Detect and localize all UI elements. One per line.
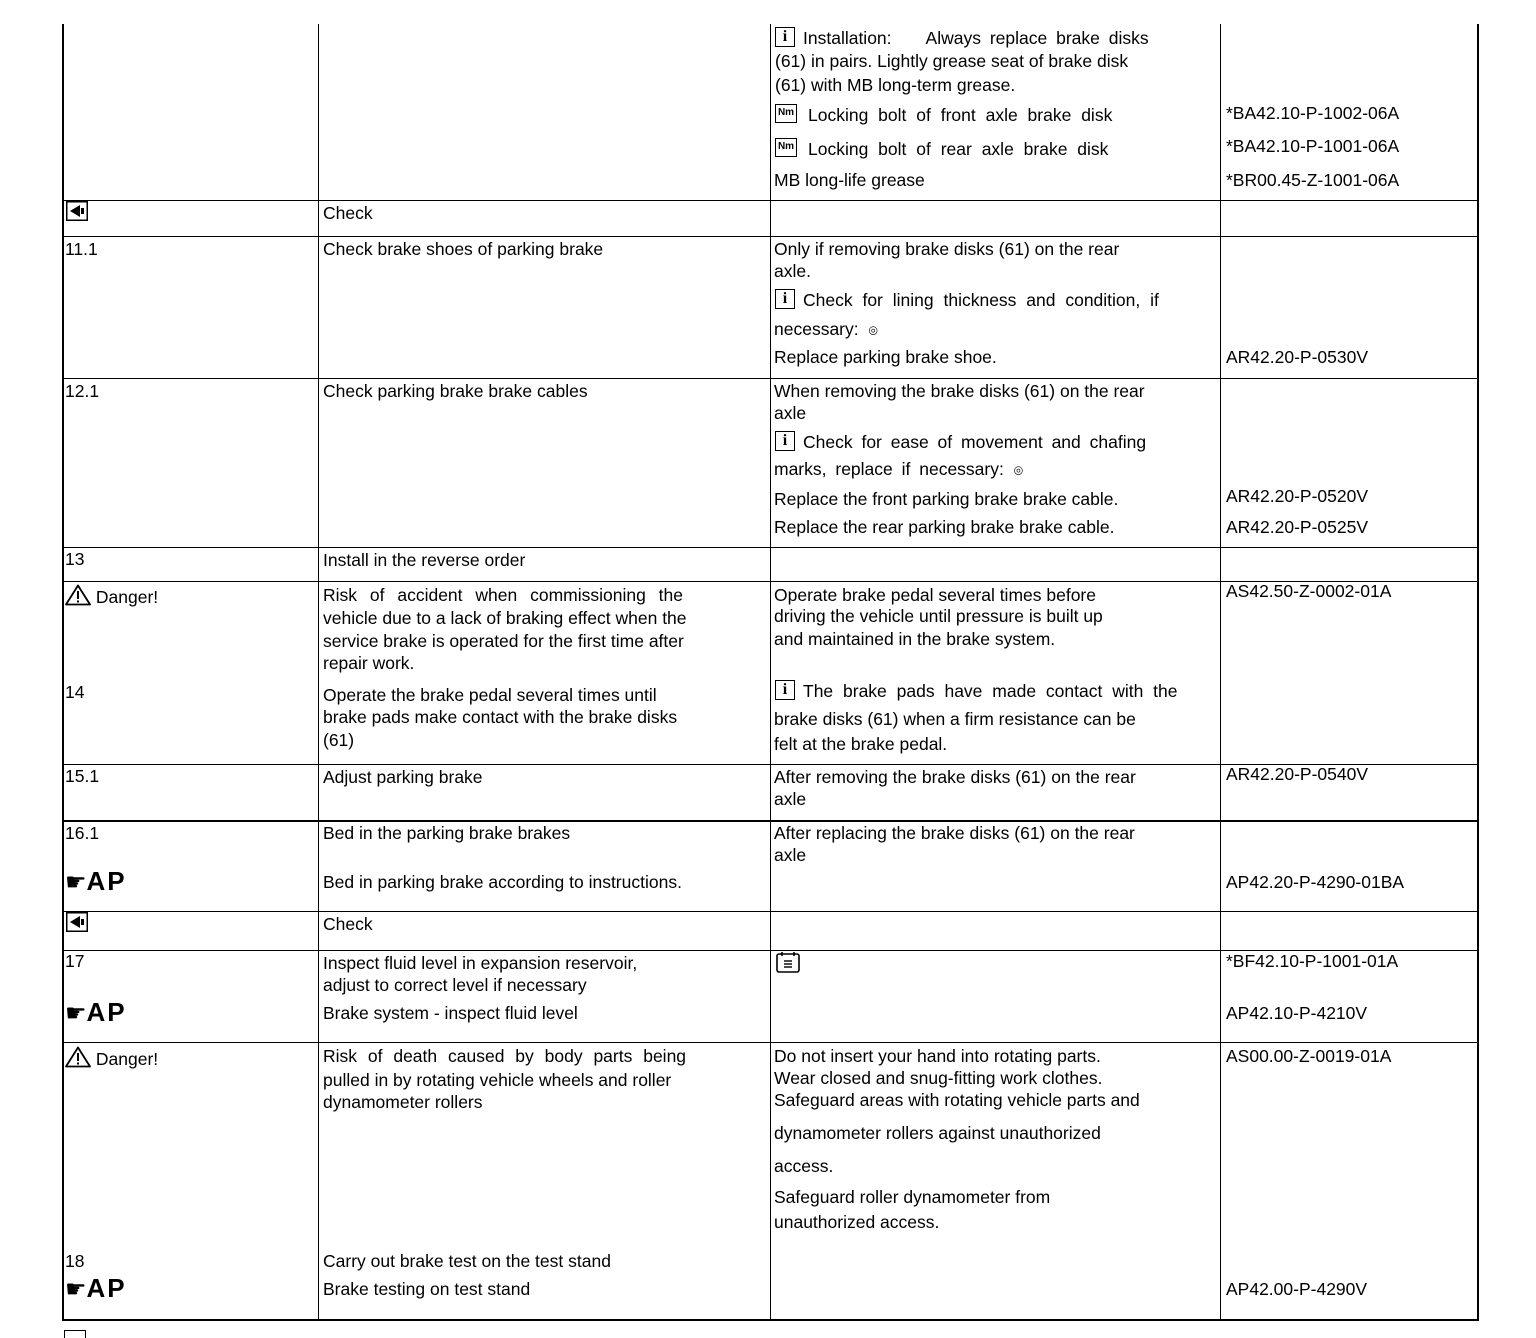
pointing-hand-icon: ☛ bbox=[65, 1000, 87, 1027]
ap-ref: AP42.20-P-4290-01BA bbox=[1226, 872, 1405, 892]
torque-nm-icon: Nm bbox=[775, 104, 797, 123]
risk-line-4: repair work. bbox=[323, 653, 415, 673]
action-text: Replace the rear parking brake brake cable. bbox=[774, 517, 1115, 537]
remedy-line-3: Safeguard areas with rotating vehicle parts and bbox=[774, 1090, 1140, 1110]
risk-line-1: Risk of death caused by body parts being bbox=[323, 1046, 687, 1066]
ap-marker: ☛AP bbox=[65, 997, 127, 1027]
row-divider bbox=[62, 236, 1479, 237]
risk-line-2: pulled in by rotating vehicle wheels and roller bbox=[323, 1070, 672, 1090]
step-number: 11.1 bbox=[65, 239, 98, 259]
condition-note-line-2: axle bbox=[774, 789, 807, 809]
remedy-line-3: and maintained in the brake system. bbox=[774, 629, 1056, 649]
info-note-line-2: brake disks (61) when a firm resistance can be bbox=[774, 709, 1136, 729]
condition-note-line-2: axle bbox=[774, 403, 807, 423]
row-divider bbox=[62, 378, 1479, 379]
pointing-hand-icon: ☛ bbox=[65, 1276, 87, 1303]
step-number: 14 bbox=[65, 682, 85, 702]
page-footer-box-fragment bbox=[64, 1330, 86, 1338]
step-line-2: brake pads make contact with the brake disks bbox=[323, 707, 678, 727]
remedy-line-2: driving the vehicle until pressure is built up bbox=[774, 606, 1103, 626]
condition-note: After removing the brake disks (61) on the rear bbox=[774, 767, 1136, 787]
step-number: 12.1 bbox=[65, 381, 100, 401]
row-divider bbox=[62, 911, 1479, 912]
info-icon: i bbox=[775, 289, 795, 309]
ap-step: Brake system - inspect fluid level bbox=[323, 1003, 578, 1023]
ap-marker: ☛AP bbox=[65, 866, 127, 896]
safety-ref: AS00.00-Z-0019-01A bbox=[1226, 1046, 1392, 1066]
check-speaker-icon bbox=[66, 201, 88, 226]
ap-step: Brake testing on test stand bbox=[323, 1279, 531, 1299]
reference-icon: ◎ bbox=[1013, 464, 1024, 477]
column-divider bbox=[1220, 24, 1221, 1320]
fluid-spec-icon bbox=[776, 951, 800, 978]
risk-text: Risk of accident when commissioning the bbox=[323, 585, 684, 605]
step-line-3: (61) bbox=[323, 730, 355, 750]
step-number: 18 bbox=[65, 1251, 85, 1271]
step-description: Carry out brake test on the test stand bbox=[323, 1251, 611, 1271]
info-icon: i bbox=[775, 431, 795, 451]
reference-icon: ◎ bbox=[868, 324, 878, 337]
ap-ref: AP42.00-P-4290V bbox=[1226, 1279, 1368, 1299]
warning-triangle-icon bbox=[65, 584, 91, 606]
remedy-line-1: Operate brake pedal several times before bbox=[774, 585, 1096, 605]
info-note-line-2: necessary: ◎ bbox=[774, 319, 878, 339]
remedy-line-1: Do not insert your hand into rotating parts. bbox=[774, 1046, 1101, 1066]
column-divider bbox=[770, 24, 771, 1320]
step-number: 15.1 bbox=[65, 766, 100, 786]
table-left-border bbox=[62, 24, 64, 1320]
action-ref: AR42.20-P-0520V bbox=[1226, 486, 1369, 506]
action-ref: AR42.20-P-0525V bbox=[1226, 517, 1369, 537]
danger-label: Danger! bbox=[65, 584, 158, 608]
risk-line-3: dynamometer rollers bbox=[323, 1092, 483, 1112]
table-bottom-border bbox=[62, 1319, 1479, 1321]
info-icon: i bbox=[775, 27, 795, 47]
ap-step: Bed in parking brake according to instructions. bbox=[323, 872, 682, 892]
row-divider bbox=[62, 200, 1479, 201]
step-line-1: Operate the brake pedal several times until bbox=[323, 685, 657, 705]
safety-ref: AS42.50-Z-0002-01A bbox=[1226, 581, 1392, 601]
step-number: 13 bbox=[65, 549, 85, 569]
step-description: Check parking brake brake cables bbox=[323, 381, 588, 401]
condition-note-line-2: axle. bbox=[774, 261, 811, 281]
risk-line-2: vehicle due to a lack of braking effect when the bbox=[323, 608, 687, 628]
installation-note-line-2: (61) in pairs. Lightly grease seat of brake disk bbox=[775, 51, 1129, 71]
check-step: Check bbox=[323, 914, 373, 934]
remedy-line-4: dynamometer rollers against unauthorized bbox=[774, 1123, 1101, 1143]
check-step: Check bbox=[323, 203, 373, 223]
remedy-line-7: unauthorized access. bbox=[774, 1212, 940, 1232]
action-ref: AR42.20-P-0530V bbox=[1226, 347, 1369, 367]
torque-front-row: Nm Locking bolt of front axle brake disk bbox=[775, 104, 1112, 126]
torque-front-ref: *BA42.10-P-1002-06A bbox=[1226, 103, 1400, 123]
ap-marker: ☛AP bbox=[65, 1273, 127, 1303]
info-note: i Check for ease of movement and chafing bbox=[775, 431, 1146, 453]
action-text: Replace parking brake shoe. bbox=[774, 347, 997, 367]
info-note-line-3: felt at the brake pedal. bbox=[774, 734, 948, 754]
step-description: Install in the reverse order bbox=[323, 550, 526, 570]
torque-nm-icon: Nm bbox=[775, 138, 797, 157]
column-divider bbox=[318, 24, 319, 1320]
condition-note-line-2: axle bbox=[774, 845, 807, 865]
spec-ref: *BF42.10-P-1001-01A bbox=[1226, 951, 1399, 971]
row-divider bbox=[62, 1042, 1479, 1043]
pointing-hand-icon: ☛ bbox=[65, 869, 87, 896]
info-note: i The brake pads have made contact with the bbox=[775, 680, 1178, 702]
step-line-1: Inspect fluid level in expansion reservoir, bbox=[323, 953, 638, 973]
procedure-ref: AR42.20-P-0540V bbox=[1226, 764, 1369, 784]
condition-note: Only if removing brake disks (61) on the rear bbox=[774, 239, 1120, 259]
torque-rear-row: Nm Locking bolt of rear axle brake disk bbox=[775, 138, 1108, 160]
condition-note: When removing the brake disks (61) on the rear bbox=[774, 381, 1145, 401]
risk-line-3: service brake is operated for the first time after bbox=[323, 631, 684, 651]
warning-triangle-icon bbox=[65, 1046, 91, 1068]
grease-label: MB long-life grease bbox=[774, 170, 925, 190]
remedy-line-5: access. bbox=[774, 1156, 834, 1176]
row-divider bbox=[62, 547, 1479, 548]
check-speaker-icon bbox=[66, 912, 88, 937]
grease-ref: *BR00.45-Z-1001-06A bbox=[1226, 170, 1400, 190]
info-note: i Check for lining thickness and condition, if bbox=[775, 289, 1159, 311]
condition-note: After replacing the brake disks (61) on the rear bbox=[774, 823, 1135, 843]
remedy-line-2: Wear closed and snug-fitting work clothes. bbox=[774, 1068, 1103, 1088]
remedy-line-6: Safeguard roller dynamometer from bbox=[774, 1187, 1051, 1207]
installation-note: i Installation: Always replace brake disks bbox=[775, 27, 1149, 49]
ap-ref: AP42.10-P-4210V bbox=[1226, 1003, 1368, 1023]
installation-note-line-3: (61) with MB long-term grease. bbox=[775, 75, 1016, 95]
danger-label: Danger! bbox=[65, 1046, 158, 1070]
info-icon: i bbox=[775, 680, 795, 700]
table-right-border bbox=[1477, 24, 1479, 1320]
info-note-line-2: marks, replace if necessary: ◎ bbox=[774, 459, 1024, 479]
risk-line-1 bbox=[323, 584, 728, 606]
step-description: Adjust parking brake bbox=[323, 767, 483, 787]
action-text: Replace the front parking brake brake cable. bbox=[774, 489, 1119, 509]
step-number: 16.1 bbox=[65, 823, 100, 843]
step-line-2: adjust to correct level if necessary bbox=[323, 975, 587, 995]
step-description: Check brake shoes of parking brake bbox=[323, 239, 604, 259]
row-divider bbox=[62, 820, 1479, 822]
step-description: Bed in the parking brake brakes bbox=[323, 823, 571, 843]
torque-rear-ref: *BA42.10-P-1001-06A bbox=[1226, 136, 1400, 156]
step-number: 17 bbox=[65, 951, 85, 971]
